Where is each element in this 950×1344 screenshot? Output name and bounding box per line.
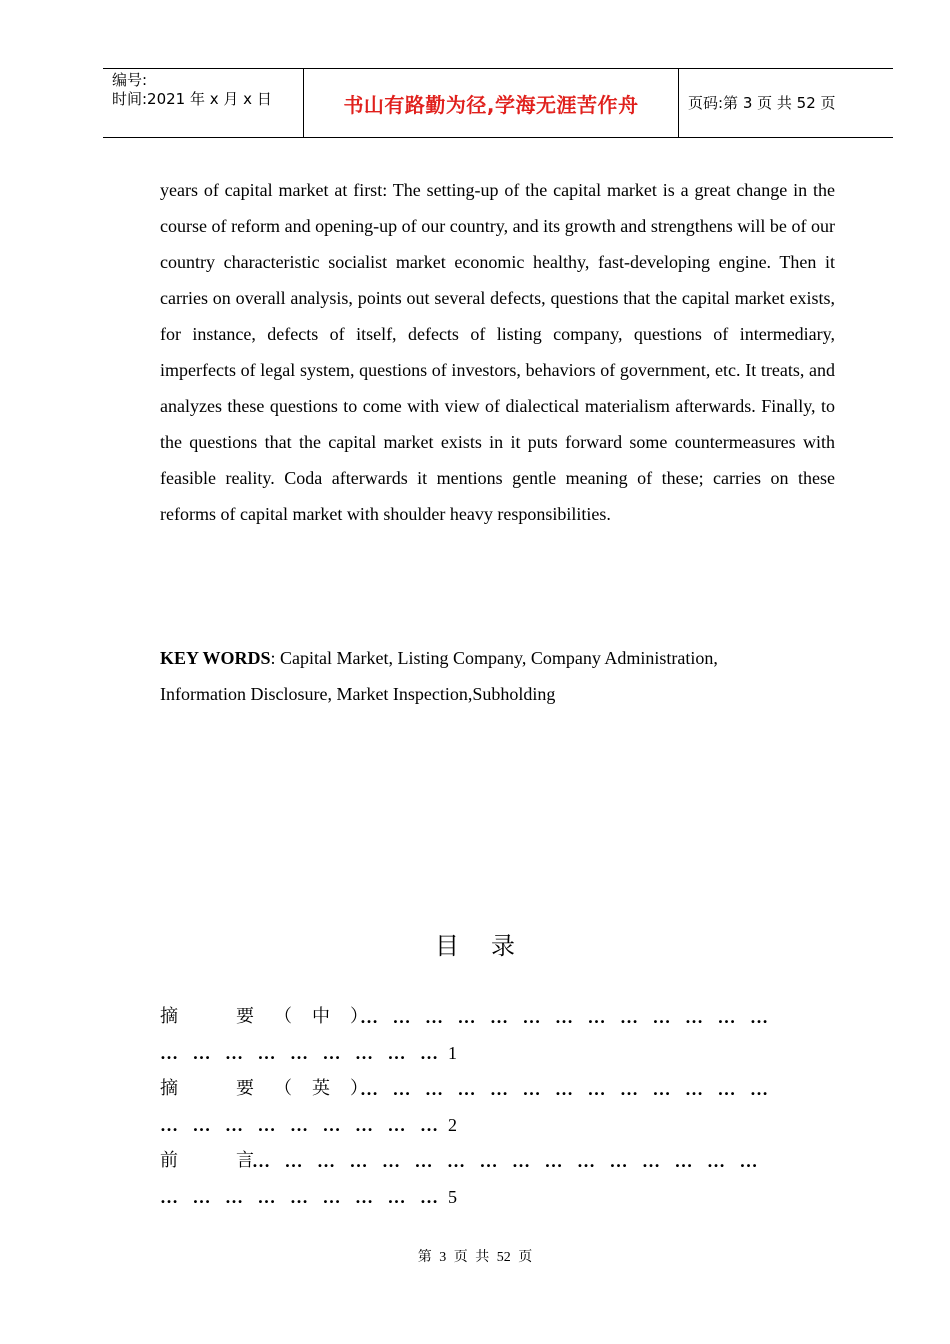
motto-text: 书山有路勤为径,学海无涯苦作舟: [343, 92, 639, 117]
toc-entry-label: 摘 要（中）: [160, 1006, 388, 1027]
header-page-cell: [679, 69, 893, 137]
keywords-list-2: Information Disclosure, Market Inspection,Subholding: [160, 684, 556, 704]
toc-leader-dots: … … … … … … … … …: [160, 1043, 438, 1063]
keywords-list-1: : Capital Market, Listing Company, Company Administration,: [270, 648, 718, 668]
abstract-paragraph: years of capital market at first: The setting-up of the capital market is a great change in the course of reform and opening-up of our country, and its growth and strengthens will be of our country characteristic socialist market economic healthy, fast-developing engine. Then it carries on overall analysis, points out several defects, questions that the capital market exists, for instance, defects of itself, defects of listing company, questions of intermediary, imperfects of legal system, questions of investors, behaviors of government, etc. It treats, and analyzes these questions to come with view of dialectical materialism afterwards. Finally, to the questions that the capital market exists in it puts forward some countermeasures with feasible reality. Coda afterwards it mentions gentle meaning of these; carries on these reforms of capital market with shoulder heavy responsibilities.: [160, 180, 835, 524]
toc-leader-dots: … … … … … … … … …: [160, 1187, 438, 1207]
toc-leader-dots: … … … … … … … … …: [160, 1115, 438, 1135]
toc-leader-dots: … … … … … … … … … … … … …: [360, 1079, 768, 1099]
keywords-line-1: [160, 640, 835, 676]
toc-page-number: 2: [448, 1115, 457, 1135]
toc-entry[interactable]: [160, 999, 820, 1071]
page-info: 页码:第 3 页 共 52 页: [688, 93, 836, 112]
toc-entry-label: 前 言: [160, 1150, 274, 1171]
toc-leader-dots: … … … … … … … … … … … … …: [360, 1007, 768, 1027]
page-footer: 第 3 页 共 52 页: [417, 1250, 533, 1265]
date-label: 时间:2021 年 x 月 x 日: [112, 90, 272, 108]
keywords-label: KEY WORDS: [160, 648, 271, 668]
toc-entry[interactable]: [160, 1071, 820, 1143]
keywords-block: [160, 640, 835, 712]
header-meta-cell: [103, 69, 303, 137]
toc-entry-label: 摘 要（英）: [160, 1078, 388, 1099]
toc-page-number: 5: [448, 1187, 457, 1207]
toc-title: [0, 926, 950, 961]
toc-leader-dots: … … … … … … … … … … … … … … … …: [252, 1151, 758, 1171]
toc-title-char-1: 目: [435, 932, 459, 960]
header-motto-cell: [303, 69, 679, 137]
document-header: [103, 68, 893, 138]
toc-entry[interactable]: [160, 1143, 820, 1215]
serial-number-label: 编号:: [112, 71, 148, 89]
toc-title-char-2: 录: [491, 932, 515, 960]
toc-page-number: 1: [448, 1043, 457, 1063]
